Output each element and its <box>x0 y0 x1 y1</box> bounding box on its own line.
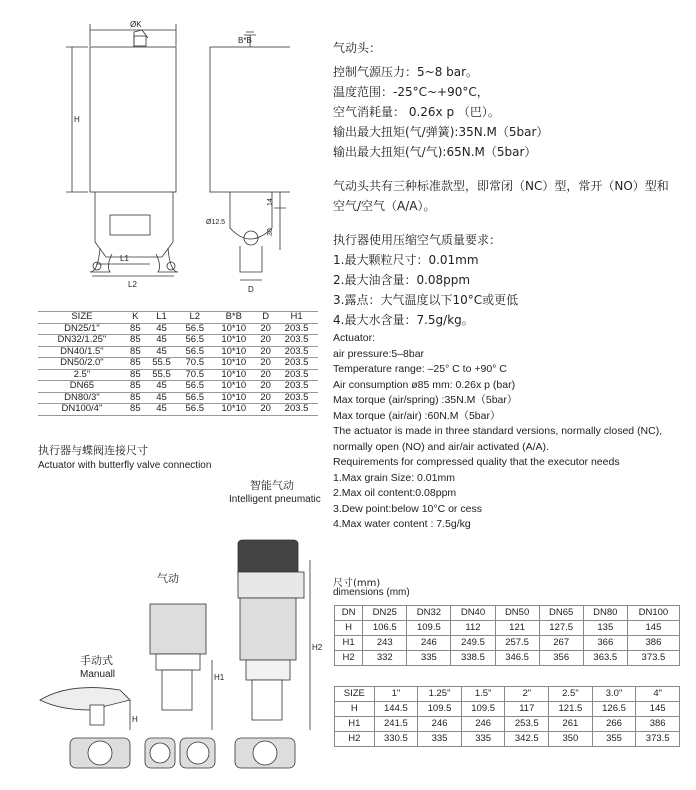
table-row <box>38 358 318 370</box>
table-cell: DN65 <box>38 381 126 393</box>
table-row <box>335 687 680 702</box>
table-cell: 45 <box>145 381 178 393</box>
table-cell: 85 <box>126 346 145 358</box>
table-cell: 45 <box>145 335 178 347</box>
table-cell: DN25 <box>363 606 407 621</box>
table-row <box>38 346 318 358</box>
table-cell: 109.5 <box>461 702 505 717</box>
table-cell: H2 <box>335 651 363 666</box>
table-cell: 363.5 <box>583 651 627 666</box>
h-label: H <box>74 115 80 124</box>
table-cell: 203.5 <box>275 381 318 393</box>
table-cell: 267 <box>539 636 583 651</box>
table-row <box>335 651 680 666</box>
table-cell: 126.5 <box>592 702 636 717</box>
spec-line: 空气消耗量： 0.26x p （巴）。 <box>333 105 500 119</box>
table-cell: 346.5 <box>495 651 539 666</box>
table-cell: 56.5 <box>178 392 211 404</box>
table-cell: 203.5 <box>275 335 318 347</box>
table-cell: 145 <box>627 621 679 636</box>
air-req-line: 3.露点：大气温度以下10°C或更低 <box>333 293 519 307</box>
phi125-label: Ø12.5 <box>206 219 226 226</box>
bxb-label: B*B <box>238 36 252 45</box>
table-cell: H1 <box>335 636 363 651</box>
table-cell: 135 <box>583 621 627 636</box>
pneumatic-specs-en <box>333 331 678 533</box>
en-line: Air consumption ø85 mm: 0.26x p (bar) <box>333 378 516 391</box>
pneumatic-title: 气动头： <box>333 41 382 55</box>
table-cell: 112 <box>451 621 495 636</box>
table-cell: H1 <box>335 717 375 732</box>
table-cell: DN25/1" <box>38 323 126 335</box>
table-cell: 203.5 <box>275 392 318 404</box>
table-cell: 70.5 <box>178 369 211 381</box>
table-cell: 55.5 <box>145 369 178 381</box>
dimensions-table-dn <box>334 605 680 666</box>
table-cell: 56.5 <box>178 323 211 335</box>
en-line: Actuator: <box>333 332 376 344</box>
table-cell: 10*10 <box>211 323 256 335</box>
table-row <box>38 381 318 393</box>
table-cell: 330.5 <box>374 732 418 747</box>
d30-label: 30 <box>267 228 274 236</box>
table-cell: 1" <box>374 687 418 702</box>
table-cell: 45 <box>145 404 178 416</box>
table-cell: 356 <box>539 651 583 666</box>
table-cell: 20 <box>256 392 275 404</box>
table-row <box>38 335 318 347</box>
en-line: air pressure:5–8bar <box>333 347 425 360</box>
table-cell: 1.5" <box>461 687 505 702</box>
table-cell: 127.5 <box>539 621 583 636</box>
table-cell: 121.5 <box>549 702 593 717</box>
table-cell: 56.5 <box>178 381 211 393</box>
en-line: Max torque (air/air) :60N.M（5bar） <box>333 409 501 422</box>
table-cell: 10*10 <box>211 358 256 370</box>
col-k: K <box>126 312 145 324</box>
table-cell: 145 <box>636 702 680 717</box>
manual-cn: 手动式 <box>80 654 113 667</box>
table-cell: 203.5 <box>275 369 318 381</box>
table-cell: 85 <box>126 323 145 335</box>
table-cell: 85 <box>126 381 145 393</box>
table-cell: 117 <box>505 702 549 717</box>
en-line: Max torque (air/spring) :35N.M（5bar） <box>333 394 518 406</box>
table-cell: 2" <box>505 687 549 702</box>
l1-label: L1 <box>120 254 129 263</box>
table-cell: 10*10 <box>211 346 256 358</box>
table-cell: 121 <box>495 621 539 636</box>
table-cell: 10*10 <box>211 381 256 393</box>
table-cell: 203.5 <box>275 358 318 370</box>
table-row <box>335 702 680 717</box>
table-cell: 10*10 <box>211 392 256 404</box>
table-row <box>38 369 318 381</box>
table-cell: H <box>335 702 375 717</box>
table-cell: 56.5 <box>178 335 211 347</box>
table-cell: 266 <box>592 717 636 732</box>
table-cell: 203.5 <box>275 323 318 335</box>
table-cell: 335 <box>461 732 505 747</box>
en-line: Temperature range: –25° C to +90° C <box>333 363 507 375</box>
air-req-title: 执行器使用压缩空气质量要求： <box>333 233 502 247</box>
table-cell: 85 <box>126 392 145 404</box>
table-cell: 4" <box>636 687 680 702</box>
connection-title-cn: 执行器与蝶阀连接尺寸 <box>38 444 148 457</box>
d-label: D <box>248 285 254 294</box>
table-cell: DN80/3" <box>38 392 126 404</box>
table-cell: 253.5 <box>505 717 549 732</box>
en-line: The actuator is made in three standard versions, normally closed (NC), normally open (NO) and air/air activated (A/A). <box>333 425 663 453</box>
table-cell: 20 <box>256 335 275 347</box>
en-line: Requirements for compressed quality that the executor needs <box>333 456 620 468</box>
spec-table-header <box>38 312 318 324</box>
table-cell: DN100 <box>627 606 679 621</box>
table-cell: 1.25" <box>418 687 462 702</box>
table-cell: DN <box>335 606 363 621</box>
table-cell: 10*10 <box>211 335 256 347</box>
table-cell: 373.5 <box>636 732 680 747</box>
table-cell: 20 <box>256 381 275 393</box>
spec-line: 控制气源压力：5~8 bar。 <box>333 65 479 79</box>
table-cell: 373.5 <box>627 651 679 666</box>
table-cell: 106.5 <box>363 621 407 636</box>
table-cell: 20 <box>256 358 275 370</box>
table-cell: 261 <box>549 717 593 732</box>
smart-pneumatic-cn: 智能气动 <box>250 479 294 492</box>
table-cell: 55.5 <box>145 358 178 370</box>
table-cell: 70.5 <box>178 358 211 370</box>
table-cell: 246 <box>418 717 462 732</box>
table-cell: 20 <box>256 346 275 358</box>
table-cell: 144.5 <box>374 702 418 717</box>
table-cell: 85 <box>126 335 145 347</box>
table-cell: 342.5 <box>505 732 549 747</box>
table-cell: 109.5 <box>418 702 462 717</box>
table-row <box>335 606 680 621</box>
phi-k-label: ØK <box>130 20 142 29</box>
table-cell: 109.5 <box>407 621 451 636</box>
en-line: 1.Max grain Size: 0.01mm <box>333 471 455 484</box>
table-cell: 366 <box>583 636 627 651</box>
table-cell: 45 <box>145 323 178 335</box>
valve-connection-drawing <box>30 500 330 788</box>
table-cell: 85 <box>126 358 145 370</box>
table-cell: 249.5 <box>451 636 495 651</box>
air-req-line: 4.最大水含量：7.5g/kg。 <box>333 313 474 327</box>
table-row <box>38 404 318 416</box>
table-cell: DN65 <box>539 606 583 621</box>
col-d: D <box>256 312 275 324</box>
table-cell: DN32/1.25" <box>38 335 126 347</box>
table-cell: 20 <box>256 404 275 416</box>
col-l2: L2 <box>178 312 211 324</box>
pneumatic-label: 气动 <box>157 572 179 585</box>
types-text: 气动头共有三种标准款型，即常闭（NC）型，常开（NO）型和空气/空气（A/A）。 <box>333 179 669 213</box>
l2-label: L2 <box>128 280 137 289</box>
table-cell: 10*10 <box>211 369 256 381</box>
pneumatic-specs-cn <box>333 38 673 330</box>
table-cell: DN80 <box>583 606 627 621</box>
table-cell: 243 <box>363 636 407 651</box>
table-cell: 203.5 <box>275 346 318 358</box>
en-line: 4.Max water content : 7.5g/kg <box>333 518 471 530</box>
table-cell: 85 <box>126 369 145 381</box>
table-cell: 338.5 <box>451 651 495 666</box>
table-cell: 355 <box>592 732 636 747</box>
h1-label: H1 <box>214 673 225 682</box>
actuator-dimension-drawing <box>60 10 290 300</box>
dimensions-title-cn: 尺寸(mm) <box>333 578 381 589</box>
table-cell: 56.5 <box>178 346 211 358</box>
dimensions-title-en: dimensions (mm) <box>333 587 410 598</box>
table-row <box>38 323 318 335</box>
connection-title-en: Actuator with butterfly valve connection <box>38 460 212 471</box>
table-row <box>335 717 680 732</box>
table-cell: 56.5 <box>178 404 211 416</box>
table-row <box>335 621 680 636</box>
table-row <box>335 732 680 747</box>
table-cell: 332 <box>363 651 407 666</box>
table-cell: 10*10 <box>211 404 256 416</box>
h2-label: H2 <box>312 643 323 652</box>
table-cell: SIZE <box>335 687 375 702</box>
col-l1: L1 <box>145 312 178 324</box>
en-line: 2.Max oil content:0.08ppm <box>333 487 457 499</box>
table-cell: DN40 <box>451 606 495 621</box>
table-cell: 246 <box>461 717 505 732</box>
d14-label: 14 <box>267 198 274 206</box>
table-cell: 335 <box>407 651 451 666</box>
table-cell: DN50/2.0" <box>38 358 126 370</box>
col-bxb: B*B <box>211 312 256 324</box>
smart-pneumatic-en: Intelligent pneumatic <box>229 494 321 505</box>
en-line: 3.Dew point:below 10°C or cess <box>333 502 482 515</box>
dimensions-table-size <box>334 686 680 747</box>
table-cell: 386 <box>627 636 679 651</box>
table-cell: 45 <box>145 392 178 404</box>
table-cell: 20 <box>256 369 275 381</box>
spec-line: 温度范围：-25°C~+90°C， <box>333 85 489 99</box>
spec-line: 输出最大扭矩(气/气):65N.M（5bar） <box>333 145 537 159</box>
table-cell: 350 <box>549 732 593 747</box>
col-h1: H1 <box>275 312 318 324</box>
table-cell: 20 <box>256 323 275 335</box>
table-cell: 2.5" <box>38 369 126 381</box>
spec-table <box>38 311 318 416</box>
table-cell: 85 <box>126 404 145 416</box>
spec-line: 输出最大扭矩(气/弹簧):35N.M（5bar） <box>333 125 549 139</box>
table-cell: H <box>335 621 363 636</box>
table-cell: 246 <box>407 636 451 651</box>
table-cell: DN100/4" <box>38 404 126 416</box>
table-cell: 45 <box>145 346 178 358</box>
manual-en: Manuall <box>80 669 116 680</box>
table-cell: 335 <box>418 732 462 747</box>
table-cell: 241.5 <box>374 717 418 732</box>
col-size: SIZE <box>38 312 126 324</box>
table-cell: 386 <box>636 717 680 732</box>
table-cell: H2 <box>335 732 375 747</box>
table-cell: DN40/1.5" <box>38 346 126 358</box>
table-cell: DN32 <box>407 606 451 621</box>
h-dim-label: H <box>132 715 138 724</box>
table-cell: DN50 <box>495 606 539 621</box>
table-cell: 2.5" <box>549 687 593 702</box>
table-cell: 203.5 <box>275 404 318 416</box>
table-cell: 257.5 <box>495 636 539 651</box>
table-row <box>335 636 680 651</box>
air-req-line: 1.最大颗粒尺寸：0.01mm <box>333 253 479 267</box>
air-req-line: 2.最大油含量：0.08ppm <box>333 273 471 287</box>
table-row <box>38 392 318 404</box>
table-cell: 3.0" <box>592 687 636 702</box>
